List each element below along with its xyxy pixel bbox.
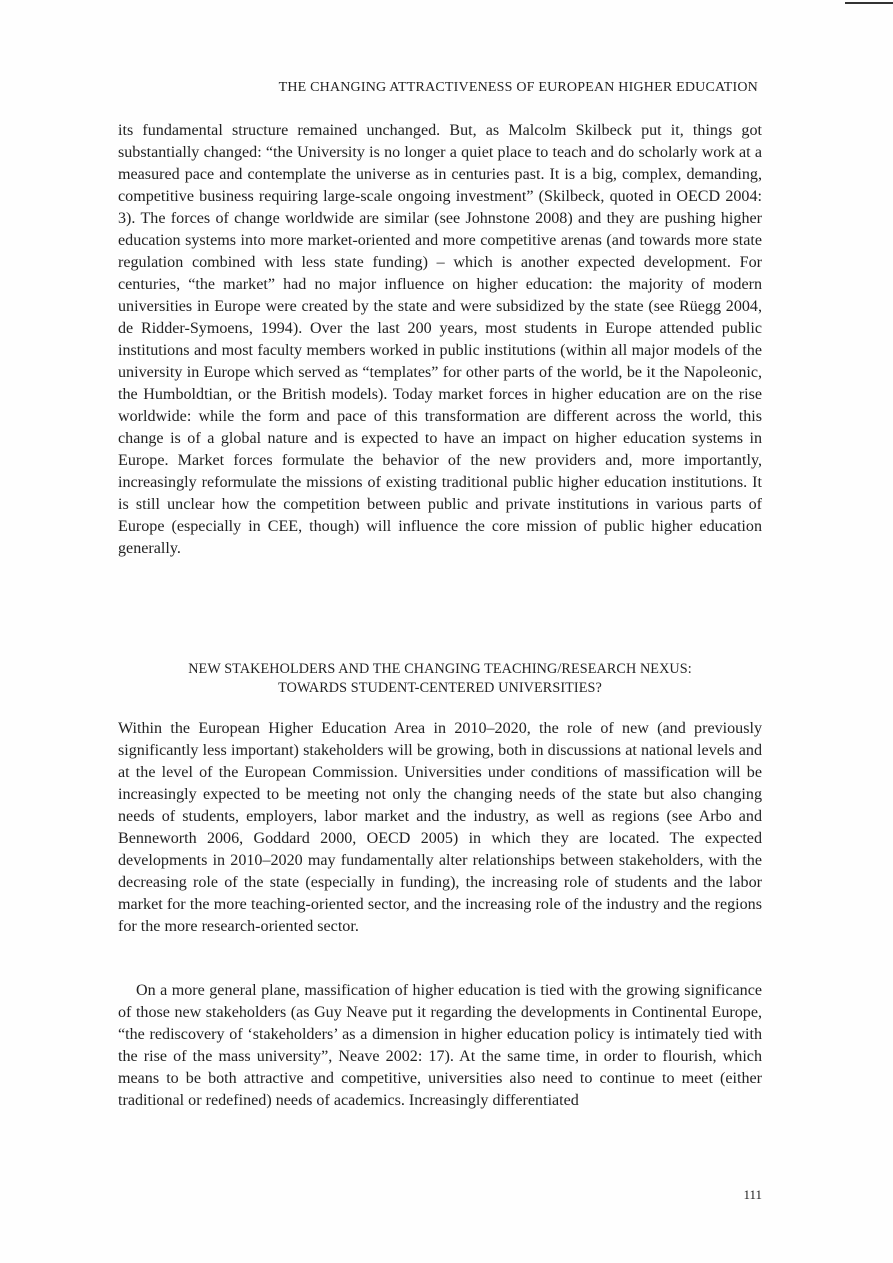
- corner-rule: [845, 2, 893, 4]
- paragraph-section-1: Within the European Higher Education Area in 2010–2020, the role of new (and previously significantly less important) stakeholders will be growing, both in discussions at national levels and at the level of the European Commission. Universities under conditions of massification will be increasingly expected to be meeting not only the changing needs of the state but also changing needs of students, employers, labor market and the industry, as well as regions (see Arbo and Benneworth 2006, Goddard 2000, OECD 2005) in which they are located. The expected developments in 2010–2020 may fundamentally alter relationships between stakeholders, with the decreasing role of the state (especially in funding), the increasing role of students and the labor market for the more teaching-oriented sector, and the increasing role of the industry and the regions for the more research-oriented sector.: [118, 720, 762, 935]
- page-number: 111: [743, 1187, 762, 1202]
- paragraph-continued: its fundamental structure remained unchanged. But, as Malcolm Skilbeck put it, things got substantially changed: “the University is no longer a quiet place to teach and do scholarly work at a measured pace and contemplate the universe as in centuries past. It is a big, complex, demanding, competitive business requiring large-scale ongoing investment” (Skilbeck, quoted in OECD 2004: 3). The forces of change worldwide are similar (see Johnstone 2008) and they are pushing higher education systems into more market-oriented and more competitive arenas (and towards more state regulation combined with less state funding) – which is another expected development. For centuries, “the market” had no major influence on higher education: the majority of modern universities in Europe were created by the state and were subsidized by the state (see Rüegg 2004, de Ridder-Symoens, 1994). Over the last 200 years, most students in Europe attended public institutions and most faculty members worked in public institutions (within all major models of the university in Europe which served as “templates” for other parts of the world, be it the Napoleonic, the Humboldtian, or the British models). Today market forces in higher education are on the rise worldwide: while the form and pace of this transformation are different across the world, this change is of a global nature and is expected to have an impact on higher education systems in Europe. Market forces formulate the behavior of the new providers and, more importantly, increasingly reformulate the missions of existing traditional public higher education institutions. It is still unclear how the competition between public and private institutions in various parts of Europe (especially in CEE, though) will influence the core mission of public higher education generally.: [118, 122, 762, 557]
- paragraph-section-2: On a more general plane, massification of higher education is tied with the growing significance of those new stakeholders (as Guy Neave put it regarding the developments in Continental Europe, “the rediscovery of ‘stakeholders’ as a dimension in higher education policy is intimately tied with the rise of the mass university”, Neave 2002: 17). At the same time, in order to flourish, which means to be both attractive and competitive, universities also need to continue to meet (either traditional or redefined) needs of academics. Increasingly differentiated: [118, 982, 762, 1109]
- section-heading-line-2: TOWARDS STUDENT-CENTERED UNIVERSITIES?: [278, 680, 602, 696]
- section-heading-line-1: NEW STAKEHOLDERS AND THE CHANGING TEACHING/RESEARCH NEXUS:: [188, 661, 692, 677]
- section-heading: [118, 660, 762, 698]
- running-head: THE CHANGING ATTRACTIVENESS OF EUROPEAN HIGHER EDUCATION: [278, 80, 758, 95]
